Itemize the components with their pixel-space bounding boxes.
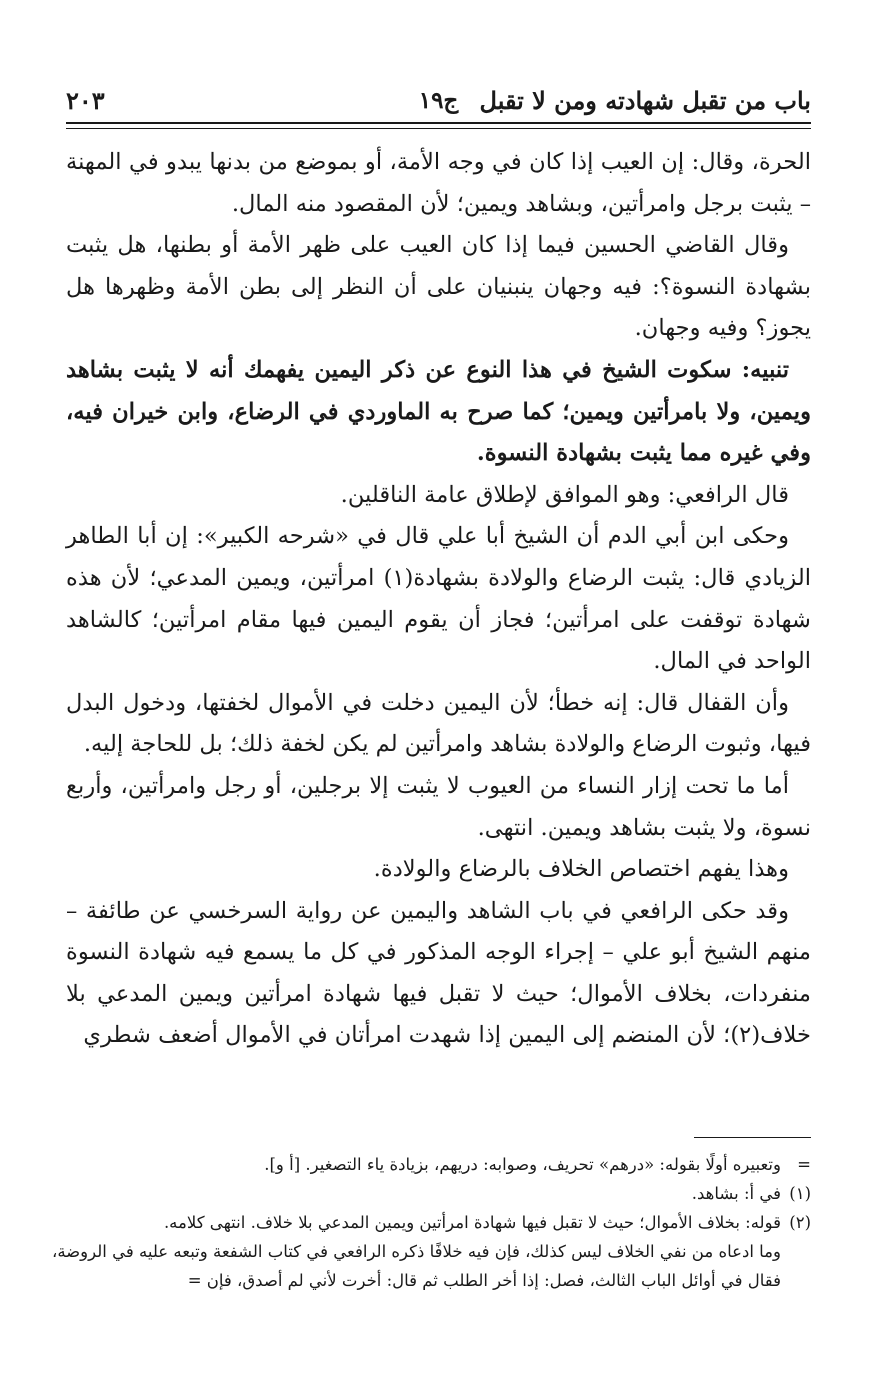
volume-label: ج١٩ — [418, 86, 459, 114]
paragraph-9: وقد حكى الرافعي في باب الشاهد واليمين عن رواية السرخسي عن طائفة – منهم الشيخ أبو علي – إجراء الوجه المذكور في كل ما يسمع فيه شهادة النسوة منفردات، بخلاف الأموال؛ حيث لا تقبل فيها شهادة امرأتين ويمين المدعي بلا خلاف(٢)؛ لأن المنضم إلى اليمين إذا شهدت امرأتان في الأموال أضعف شطري — [66, 897, 811, 1049]
page-number: ٢٠٣ — [66, 85, 105, 115]
footnote-1-text: في أ: بشاهد. — [691, 1184, 781, 1203]
paragraph-tanbih: تنبيه: سكوت الشيخ في هذا النوع عن ذكر اليمين يفهمك أنه لا يثبت بشاهد ويمين، ولا بامرأتين ويمين؛ كما صرح به الماوردي في الرضاع، وابن خيران فيه، وفي غيره مما يثبت بشهادة النسوة. — [66, 356, 811, 467]
footnote-2-text: قوله: بخلاف الأموال؛ حيث لا تقبل فيها شهادة امرأتين ويمين المدعي بلا خلاف. انتهى كلامه. — [163, 1213, 781, 1232]
footnote-2 — [52, 1208, 811, 1237]
continuation-mark: = — [797, 1155, 811, 1174]
paragraph-1: الحرة، وقال: إن العيب إذا كان في وجه الأمة، أو بموضع من بدنها يبدو في المهنة – يثبت برجل وامرأتين، وبشاهد ويمين؛ لأن المقصود منه المال. — [66, 149, 811, 217]
footnote-1 — [52, 1179, 811, 1208]
chapter-title: باب من تقبل شهادته ومن لا تقبل — [479, 85, 811, 115]
paragraph-5: وحكى ابن أبي الدم أن الشيخ أبا علي قال في «شرحه الكبير»: إن أبا الطاهر الزيادي قال: يثبت الرضاع والولادة بشهادة(١) امرأتين، ويمين المدعي؛ لأن هذه شهادة توقفت على امرأتين؛ فجاز أن يقوم اليمين فيها مقام امرأتين؛ كالشاهد الواحد في المال. — [66, 523, 811, 675]
paragraph-7: أما ما تحت إزار النساء من العيوب لا يثبت إلا برجلين، أو رجل وامرأتين، وأربع نسوة، ولا يثبت بشاهد ويمين. انتهى. — [66, 772, 811, 841]
footnote-1-mark: (١) — [789, 1184, 811, 1203]
main-text — [66, 142, 811, 1057]
header-rule-thin — [66, 128, 811, 129]
continuation-text: وتعبيره أولًا بقوله: «درهم» تحريف، وصوابه: دريهم، بزيادة ياء التصغير. [أ و]. — [264, 1155, 781, 1174]
footnote-continuation — [52, 1150, 811, 1179]
footnote-separator — [694, 1137, 811, 1138]
paragraph-2: وقال القاضي الحسين فيما إذا كان العيب على ظهر الأمة أو بطنها، هل يثبت بشهادة النسوة؟: فيه وجهان ينبنيان على أن النظر إلى بطن الأمة وظهرها هل يجوز؟ وفيه وجهان. — [66, 232, 811, 342]
paragraph-6: وأن القفال قال: إنه خطأ؛ لأن اليمين دخلت في الأموال لخفتها، ودخول البدل فيها، وثبوت الرضاع والولادة بشاهد وامرأتين لم يكن لخفة ذلك؛ بل للحاجة إليه. — [66, 689, 811, 758]
paragraph-8: وهذا يفهم اختصاص الخلاف بالرضاع والولادة. — [373, 856, 789, 883]
paragraph-4: قال الرافعي: وهو الموافق لإطلاق عامة الناقلين. — [340, 481, 789, 508]
footnotes — [52, 1150, 811, 1295]
header-rule-thick — [66, 122, 811, 124]
running-header — [66, 80, 811, 120]
footnote-2-mark: (٢) — [789, 1213, 811, 1232]
footnote-2-continuation: وما ادعاه من نفي الخلاف ليس كذلك، فإن فيه خلافًا ذكره الرافعي في كتاب الشفعة وتبعه عليه في الروضة، فقال في أوائل الباب الثالث، فصل: إذا أخر الطلب ثم قال: أخرت لأني لم أصدق، فإن = — [52, 1242, 781, 1290]
